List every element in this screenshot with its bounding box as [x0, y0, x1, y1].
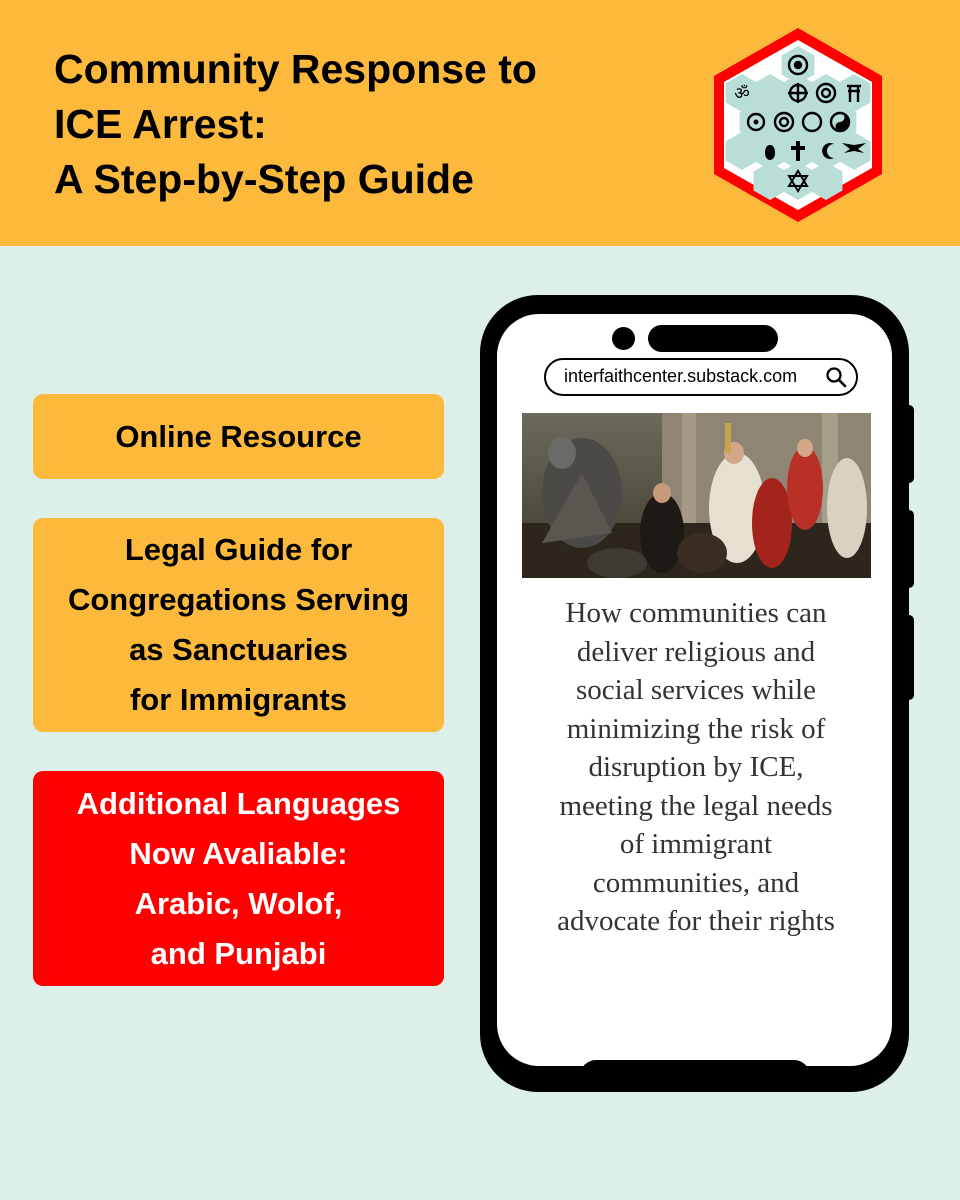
- phone-side-button-2: [904, 510, 914, 588]
- online-resource-label: [33, 394, 444, 479]
- header-banner: [0, 0, 960, 246]
- caption-line-1: How communities can: [565, 597, 827, 629]
- guide-line-1: Legal Guide for: [124, 532, 353, 567]
- url-text: interfaithcenter.substack.com: [564, 366, 798, 386]
- search-icon[interactable]: [825, 366, 847, 388]
- url-bar[interactable]: [544, 358, 858, 396]
- caption-line-8: communities, and: [592, 866, 800, 899]
- languages-box: [33, 771, 444, 986]
- caption-line-4: minimizing the risk of: [566, 712, 826, 745]
- caption-line-9: advocate for their rights: [557, 905, 835, 937]
- phone-side-button-3: [904, 615, 914, 700]
- phone-home-bar: [580, 1060, 810, 1092]
- caption-line-7: of immigrant: [619, 828, 773, 860]
- languages-line-4: and Punjabi: [150, 935, 327, 971]
- page-title: [54, 42, 537, 207]
- languages-line-2: Now Avaliable:: [129, 835, 348, 871]
- phone-speaker: [648, 325, 778, 352]
- caption-line-3: social services while: [576, 674, 816, 706]
- legal-guide-box: [33, 518, 444, 732]
- phone-camera: [612, 327, 635, 350]
- caption-line-2: deliver religious and: [576, 635, 816, 668]
- title-line-3: A Step-by-Step Guide: [54, 156, 474, 202]
- languages-line-1: Additional Languages: [76, 785, 401, 821]
- painting-image: [522, 413, 871, 578]
- title-line-2: ICE Arrest:: [54, 101, 267, 147]
- svg-text:ॐ: ॐ: [734, 84, 750, 104]
- languages-line-3: Arabic, Wolof,: [134, 885, 343, 921]
- article-caption: [510, 594, 882, 941]
- title-line-1: Community Response to: [54, 46, 537, 92]
- guide-line-3: as Sanctuaries: [129, 632, 348, 667]
- caption-line-6: meeting the legal needs: [559, 789, 833, 822]
- online-resource-text: Online Resource: [115, 418, 362, 454]
- caption-line-5: disruption by ICE,: [588, 751, 804, 783]
- interfaith-logo-icon: [712, 26, 884, 224]
- guide-line-4: for Immigrants: [129, 682, 347, 717]
- guide-line-2: Congregations Serving: [67, 582, 410, 617]
- phone-side-button-1: [904, 405, 914, 483]
